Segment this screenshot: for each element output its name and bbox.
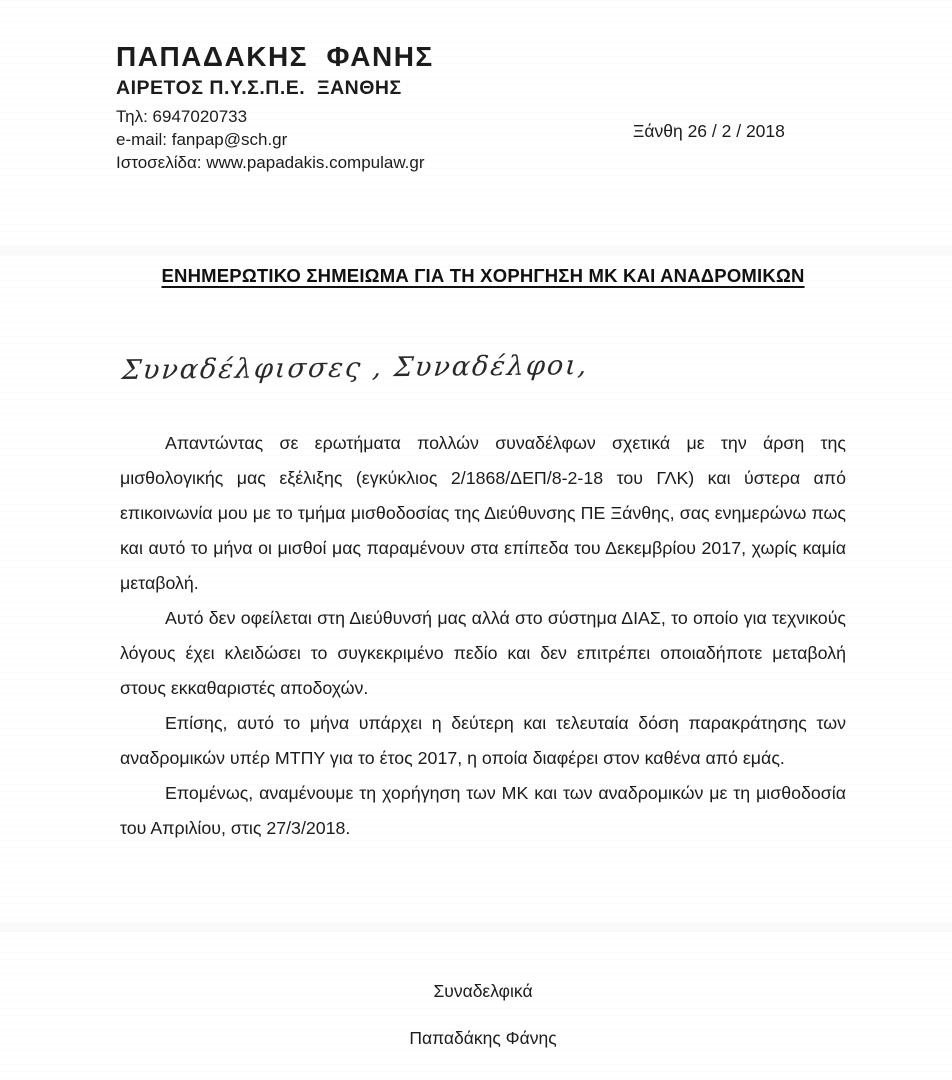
closing-word: Συναδελφικά	[433, 981, 533, 1001]
body-paragraph: Επίσης, αυτό το μήνα υπάρχει η δεύτερη και τελευταία δόση παρακράτησης των αναδρομικών υπέρ ΜΤΠΥ για το έτος 2017, η οποία διαφέρει στον καθένα από εμάς.	[120, 713, 846, 768]
document-title: ΕΝΗΜΕΡΩΤΙΚΟ ΣΗΜΕΙΩΜΑ ΓΙΑ ΤΗ ΧΟΡΗΓΗΣΗ ΜΚ ΚΑΙ ΑΝΑΔΡΟΜΙΚΩΝ	[161, 265, 805, 286]
scan-noise-band	[0, 922, 952, 932]
letter-body	[120, 426, 846, 846]
body-paragraph: Αυτό δεν οφείλεται στη Διεύθυνσή μας αλλά στο σύστημα ΔΙΑΣ, το οποίο για τεχνικούς λόγους έχει κλειδώσει το συγκεκριμένο πεδίο και δεν επιτρέπει οποιαδήποτε μεταβολή στους εκκαθαριστές αποδοχών.	[120, 608, 846, 698]
body-paragraph: Επομένως, αναμένουμε τη χορήγηση των ΜΚ και των αναδρομικών με τη μισθοδοσία του Απριλίου, στις 27/3/2018.	[120, 783, 846, 838]
email-line: e-mail: fanpap@sch.gr	[116, 130, 288, 149]
phone-line: Τηλ: 6947020733	[116, 107, 248, 126]
contact-block	[116, 105, 434, 174]
signature-name: Παπαδάκης Φάνης	[409, 1028, 557, 1048]
sender-role: ΑΙΡΕΤΟΣ Π.Υ.Σ.Π.Ε. ΞΑΝΘΗΣ	[116, 77, 402, 99]
sender-name: ΠΑΠΑΔΑΚΗΣ ΦΑΝΗΣ	[116, 41, 434, 72]
scan-noise-band	[0, 246, 952, 256]
body-paragraph: Απαντώντας σε ερωτήματα πολλών συναδέλφων σχετικά με την άρση της μισθολογικής μας εξέλιξης (εγκύκλιος 2/1868/ΔΕΠ/8-2-18 του ΓΛΚ) και ύστερα από επικοινωνία μου με το τμήμα μισθοδοσίας της Διεύθυνσης ΠΕ Ξάνθης, σας ενημερώνω πως και αυτό το μήνα οι μισθοί μας παραμένουν στα επίπεδα του Δεκεμβρίου 2017, χωρίς καμία μεταβολή.	[120, 433, 846, 593]
place-date: Ξάνθη 26 / 2 / 2018	[633, 121, 785, 141]
website-line: Ιστοσελίδα: www.papadakis.compulaw.gr	[116, 153, 425, 172]
letterhead	[116, 41, 434, 174]
handwritten-greeting: Συναδέλφισσες , Συναδέλφοι,	[120, 350, 591, 386]
